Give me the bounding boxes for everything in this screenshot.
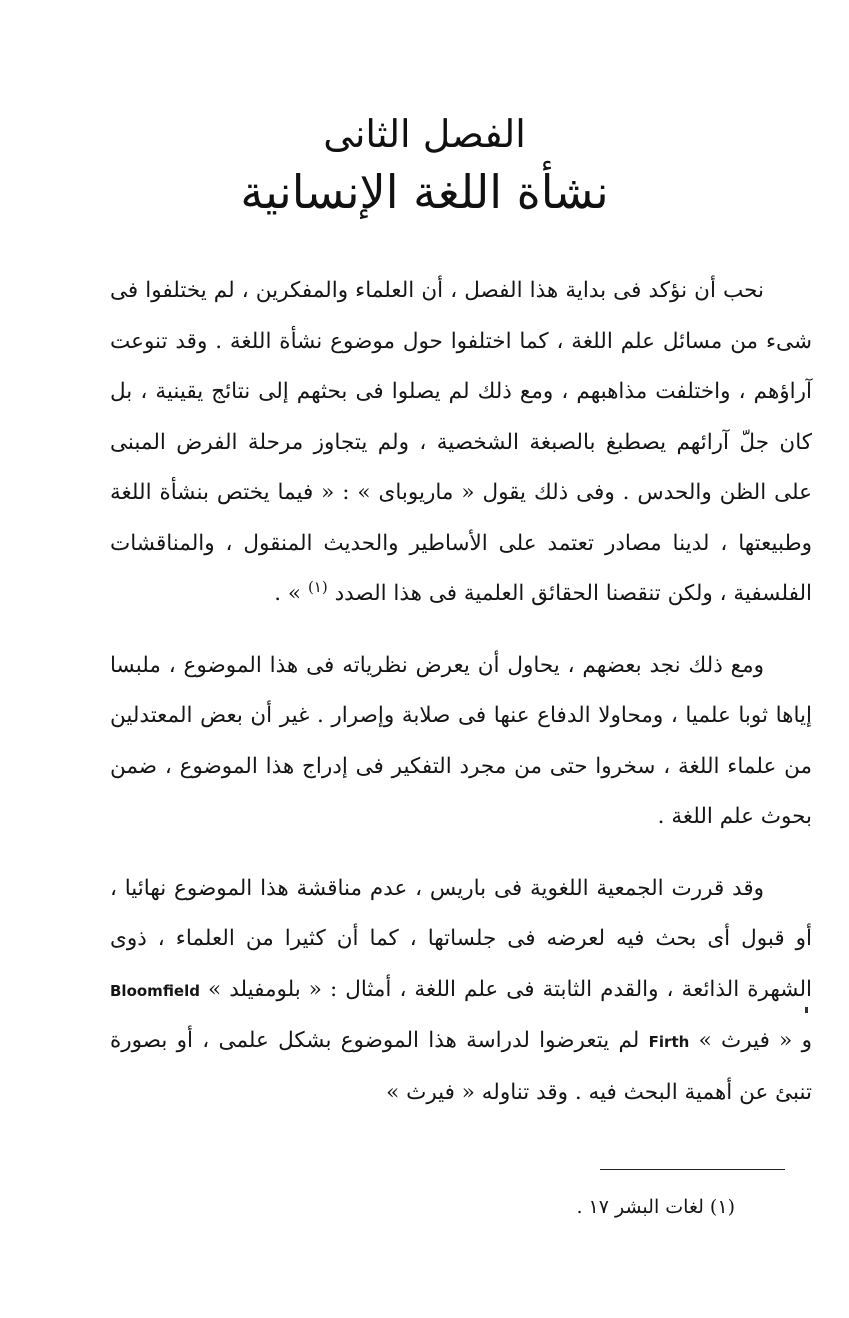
body-text xyxy=(110,266,812,1118)
paragraph-3-text-c: لم يتعرضوا لدراسة هذا الموضوع بشكل علمى ، أو بصورة تنبئ عن أهمية البحث فيه . وقد تناوله « فيرث » xyxy=(110,1028,812,1105)
paragraph-2: ومع ذلك نجد بعضهم ، يحاول أن يعرض نظرياته فى هذا الموضوع ، ملبسا إياها ثوبا علميا ، ومحاولا الدفاع عنها فى صلابة وإصرار . غير أن بعض المعتدلين من علماء اللغة ، سخروا حتى من مجرد التفكير فى إدراج هذا الموضوع ، ضمن بحوث علم اللغة . xyxy=(110,652,812,829)
footnote-reference: (١) xyxy=(307,577,328,596)
paragraph-1 xyxy=(110,266,812,620)
paragraph-3-text-b: و « فيرث » xyxy=(698,1028,813,1053)
footnote: (١) لغات البشر ١٧ . xyxy=(576,1196,735,1218)
paragraph-3 xyxy=(110,864,812,1119)
margin-mark xyxy=(805,1007,808,1013)
latin-name-firth: Firth xyxy=(648,1033,690,1051)
chapter-title: نشأة اللغة الإنسانية xyxy=(240,165,609,219)
latin-name-bloomfield: Bloomfield xyxy=(110,981,200,1000)
chapter-label: الفصل الثانى xyxy=(323,112,526,156)
paragraph-3-text-a: وقد قررت الجمعية اللغوية فى باريس ، عدم مناقشة هذا الموضوع نهائيا ، أو قبول أى بحث فيه لعرضه فى جلساتها ، كما أن كثيرا من العلماء ، ذوى الشهرة الذائعة ، والقدم الثابتة فى علم اللغة ، أمثال : « بلومفيلد » xyxy=(110,875,812,1002)
footnote-divider xyxy=(600,1169,785,1170)
paragraph-1-text: نحب أن نؤكد فى بداية هذا الفصل ، أن العلماء والمفكرين ، لم يختلفوا فى شىء من مسائل علم اللغة ، كما اختلفوا حول موضوع نشأة اللغة . وقد تنوعت آراؤهم ، واختلفت مذاهبهم ، ومع ذلك لم يصلوا فى بحثهم إلى نتائج يقينية ، بل كان جلّ آرائهم يصطبغ بالصبغة الشخصية ، ولم يتجاوز مرحلة الفرض المبنى على الظن والحدس . وفى ذلك يقول « ماريوباى » : « فيما يختص بنشأة اللغة وطبيعتها ، لدينا مصادر تعتمد على الأساطير والحديث المنقول ، والمناقشات الفلسفية ، ولكن تنقصنا الحقائق العلمية فى هذا الصدد xyxy=(110,278,812,606)
paragraph-1-ending: » . xyxy=(274,581,302,606)
